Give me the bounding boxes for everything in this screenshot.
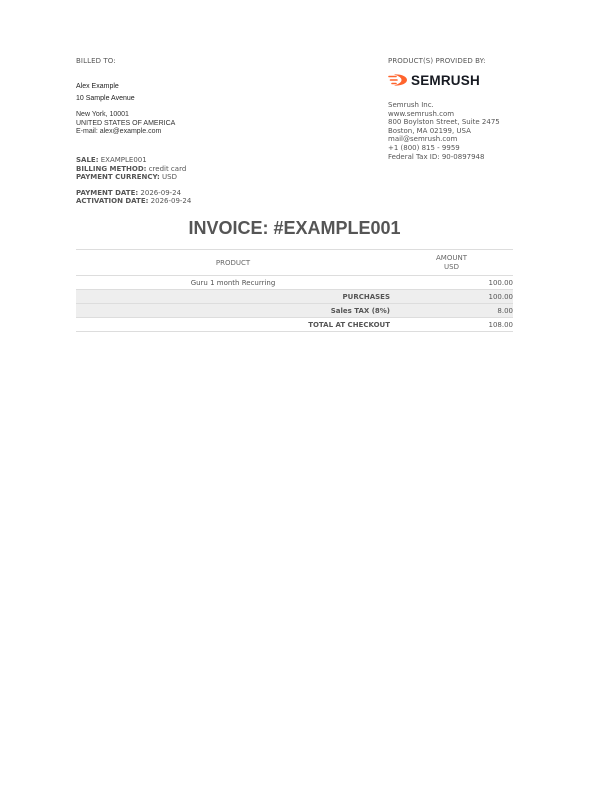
billing-method-label: BILLING METHOD: [76,164,147,173]
item-amount: 100.00 [488,278,513,287]
provider-city: Boston, MA 02199, USA [388,126,471,135]
sale-label: SALE: [76,156,99,164]
billing-method-value: credit card [148,164,187,173]
currency-value: USD [162,173,177,181]
provider-phone: +1 (800) 815 - 9959 [388,143,460,152]
tax-amount: 8.00 [497,306,513,315]
table-row-item [76,276,513,290]
tax-label: Sales TAX (8%) [330,306,390,315]
payment-date-value: 2026-09-24 [140,188,182,197]
sale-details [76,156,191,206]
customer-name: Alex Example [76,83,119,90]
currency-line [76,173,191,182]
provider-tax-id: Federal Tax ID: 90-0897948 [388,152,485,161]
provider-website: www.semrush.com [388,109,455,118]
sale-line [76,156,191,165]
semrush-logo [388,72,558,88]
provider-company: Semrush Inc. [388,101,434,109]
table-row-purchases [76,290,513,304]
invoice-table [76,249,513,332]
provider-label: PRODUCT(S) PROVIDED BY: [388,57,486,65]
billed-to-section [76,57,326,137]
billed-to-label: BILLED TO: [76,57,116,65]
column-header-amount [390,250,513,276]
column-header-amount-label: AMOUNT [436,254,467,262]
customer-street: 10 Sample Avenue [76,95,135,102]
activation-date-label: ACTIVATION DATE: [76,197,149,205]
table-row-tax [76,304,513,318]
payment-date-label: PAYMENT DATE: [76,188,139,197]
customer-address [76,111,326,137]
column-header-currency: USD [444,262,459,271]
column-header-product: PRODUCT [215,258,251,267]
provider-address [388,101,558,161]
customer-email: E-mail: alex@example.com [76,128,162,135]
provider-street: 800 Boylston Street, Suite 2475 [388,118,500,127]
item-name: Guru 1 month Recurring [190,278,276,287]
billing-method-line [76,165,191,174]
table-row-total [76,318,513,332]
purchases-amount: 100.00 [488,292,513,301]
payment-date-line [76,189,191,198]
total-amount: 108.00 [488,320,513,329]
provider-section [388,57,558,161]
total-label: TOTAL AT CHECKOUT [308,320,390,329]
table-header-row [76,250,513,276]
semrush-logo-text: SEMRUSH [411,72,480,88]
customer-country: UNITED STATES OF AMERICA [76,119,176,127]
provider-email: mail@semrush.com [388,135,458,144]
semrush-flame-icon [388,73,408,87]
activation-date-line [76,197,191,206]
purchases-label: PURCHASES [342,292,390,301]
currency-label: PAYMENT CURRENCY: [76,173,160,181]
customer-city: New York, 10001 [76,111,129,118]
sale-value: EXAMPLE001 [100,156,147,164]
invoice-title: INVOICE: #EXAMPLE001 [188,218,401,238]
activation-date-value: 2026-09-24 [150,197,192,205]
